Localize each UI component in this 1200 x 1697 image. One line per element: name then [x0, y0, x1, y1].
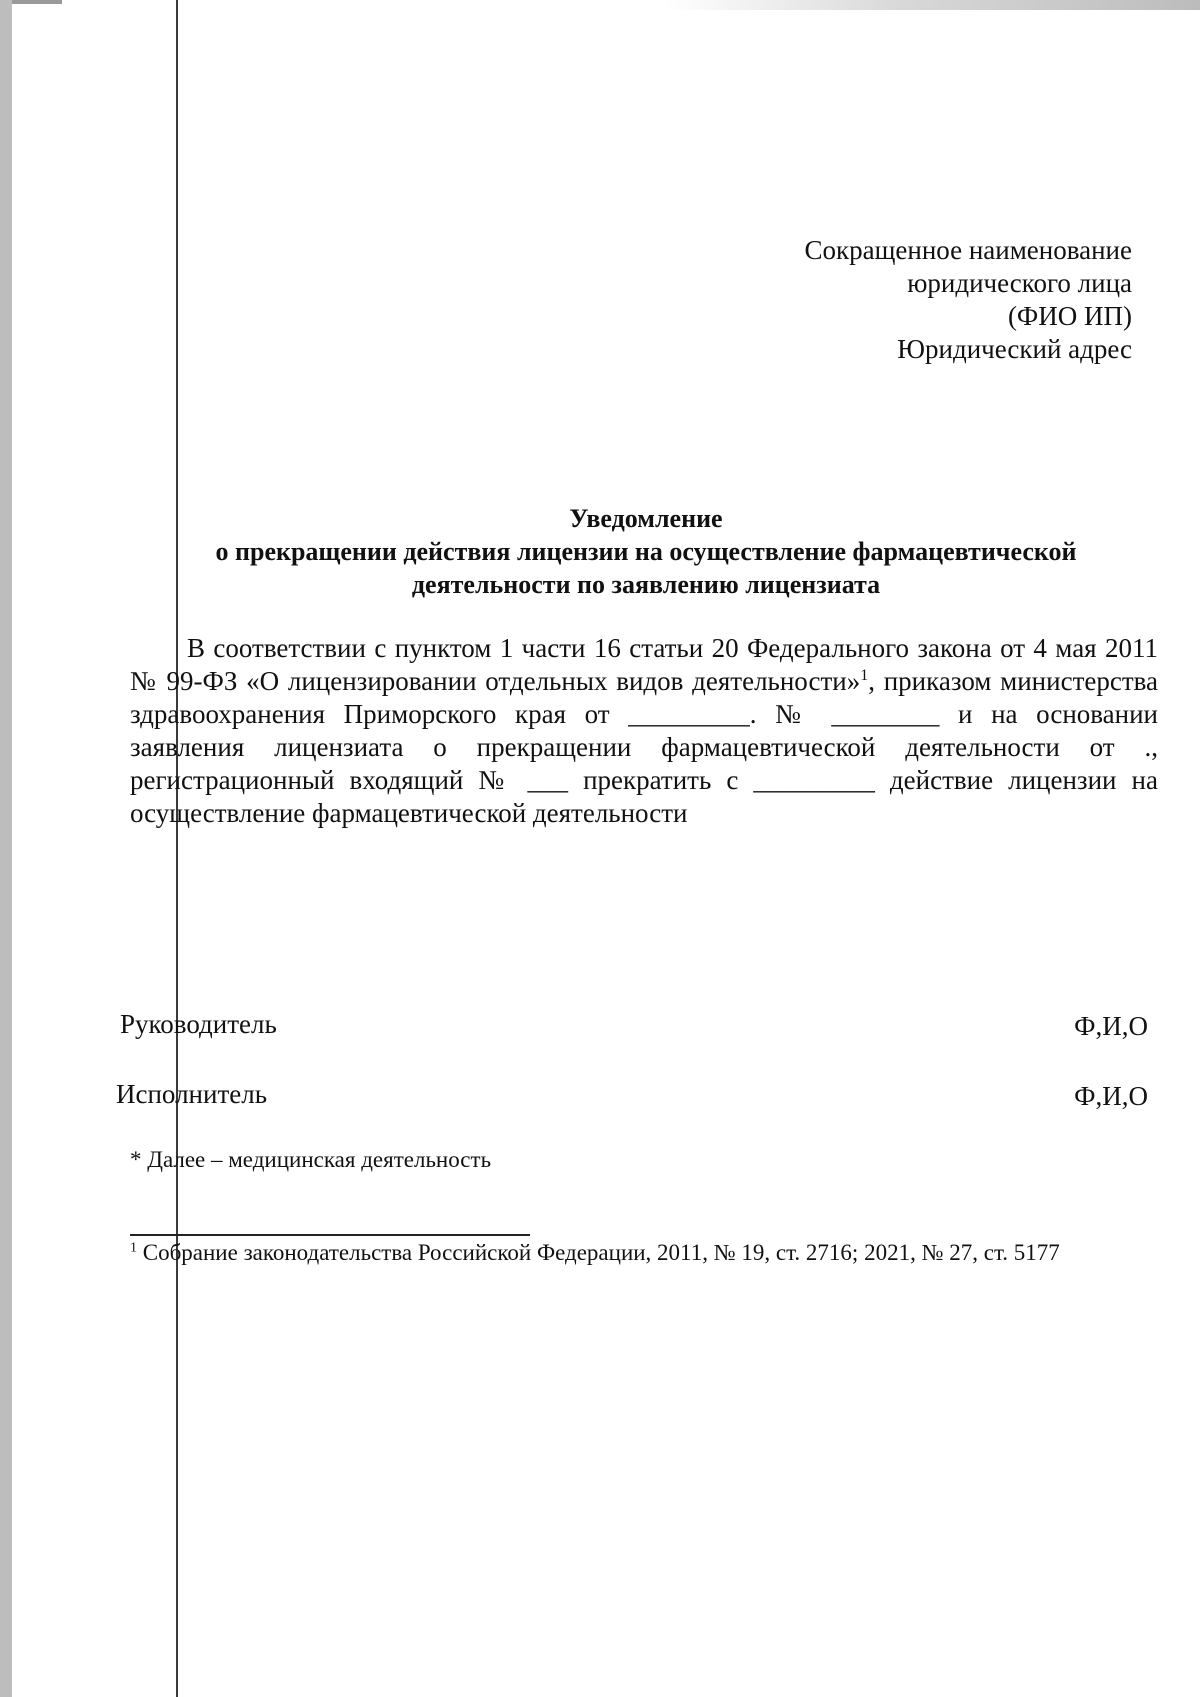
head-name: Ф,И,О [1074, 1011, 1148, 1041]
note-text: * Далее – медицинская деятельность [130, 1147, 492, 1172]
recipient-line-4: Юридический адрес [897, 334, 1132, 364]
recipient-block [804, 234, 1132, 366]
recipient-line-3: (ФИО ИП) [1007, 301, 1132, 331]
scan-vertical-line [176, 0, 178, 1697]
scan-smudge [12, 0, 62, 4]
recipient-line-1: Сокращенное наименование [804, 235, 1132, 265]
executor-name: Ф,И,О [1074, 1081, 1148, 1111]
footnote-separator [130, 1234, 530, 1236]
title-line-2: о прекращении действия лицензии на осуществление фармацевтической [215, 537, 1077, 566]
body-text-part-1: В соответствии с пунктом 1 части 16 статьи 20 Федерального закона от 4 мая 2011 № 99-ФЗ «О лицензировании отдельных видов деятельности» [130, 633, 1158, 696]
footnote-marker: 1 [130, 1240, 137, 1256]
footnote [130, 1239, 1060, 1267]
executor-label: Исполнитель [116, 1079, 268, 1109]
footnote-reference: 1 [860, 667, 869, 684]
head-label: Руководитель [120, 1009, 277, 1039]
footnote-text: Собрание законодательства Российской Федерации, 2011, № 19, ст. 2716; 2021, № 27, ст. 5177 [137, 1240, 1060, 1265]
scan-left-margin [0, 0, 12, 1697]
title-line-3: деятельности по заявлению лицензиата [411, 570, 881, 599]
scan-top-edge [12, 0, 1200, 10]
body-paragraph [130, 632, 1158, 830]
recipient-line-2: юридического лица [907, 268, 1132, 298]
title-line-1: Уведомление [569, 504, 723, 533]
document-title [160, 502, 1132, 601]
body-text-part-2: , приказом министерства здравоохранения Приморского края от _________. № ________ и на основании заявления лицензиата о прекращении фармацевтической деятельности от ., регистрационный входящий № ___ прекратить с _________ действие лицензии на осуществление фармацевтической деятельности [130, 666, 1159, 828]
